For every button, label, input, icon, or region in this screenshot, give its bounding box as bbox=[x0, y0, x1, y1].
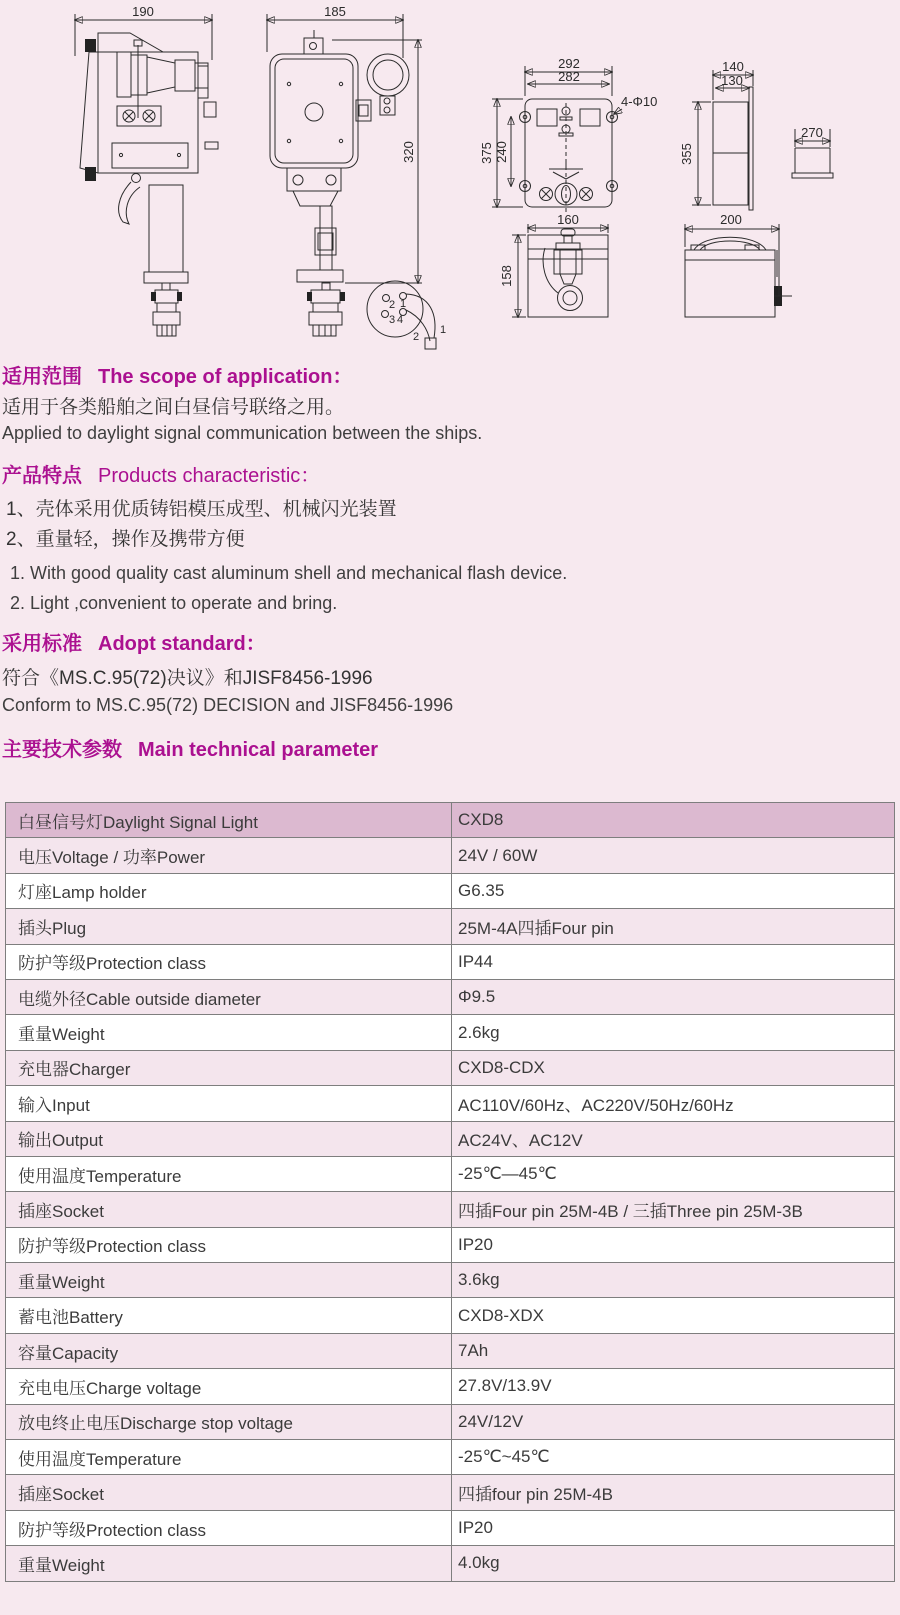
pin-label-4: 4 bbox=[397, 314, 404, 326]
charger-top-part-drawing bbox=[792, 125, 833, 178]
pin-label-3: 3 bbox=[389, 314, 396, 326]
scope-body-zh: 适用于各类船舶之间白昼信号联络之用。 bbox=[2, 397, 345, 418]
heading-zh: 适用范围 bbox=[2, 366, 82, 388]
wire-label-1: 1 bbox=[440, 324, 447, 336]
section-heading-scope bbox=[2, 360, 352, 389]
heading-en: Adopt standard： bbox=[98, 633, 266, 655]
feature-item-2-en: 2. Light ,convenient to operate and bring. bbox=[10, 593, 338, 613]
pin-label-1: 1 bbox=[400, 298, 407, 310]
table-row bbox=[6, 909, 895, 944]
dim-label-4-phi10: 4-Φ10 bbox=[621, 94, 658, 109]
param-label: 重量Weight bbox=[6, 1263, 452, 1298]
table-row bbox=[6, 1156, 895, 1191]
pin-label-2: 2 bbox=[389, 299, 396, 311]
param-value: G6.35 bbox=[452, 873, 895, 908]
param-value: 4.0kg bbox=[452, 1546, 895, 1581]
dim-label-190: 190 bbox=[132, 4, 154, 19]
param-value: -25℃—45℃ bbox=[452, 1156, 895, 1191]
plug-pin-detail-drawing bbox=[367, 281, 446, 349]
param-value: Φ9.5 bbox=[452, 979, 895, 1014]
param-value: 2.6kg bbox=[452, 1015, 895, 1050]
feature-item-1-en: 1. With good quality cast aluminum shell and mechanical flash device. bbox=[10, 563, 568, 583]
table-row bbox=[6, 1015, 895, 1050]
dim-label-282: 282 bbox=[558, 69, 580, 84]
dim-label-158: 158 bbox=[499, 265, 514, 287]
heading-en: Products characteristic： bbox=[98, 465, 321, 487]
table-row bbox=[6, 1121, 895, 1156]
table-row bbox=[6, 1475, 895, 1510]
table-row bbox=[6, 838, 895, 873]
table-row bbox=[6, 1192, 895, 1227]
param-label: 输出Output bbox=[6, 1121, 452, 1156]
param-value: 3.6kg bbox=[452, 1263, 895, 1298]
charger-side-view-drawing bbox=[679, 59, 753, 210]
dim-label-240: 240 bbox=[494, 141, 509, 163]
param-value: 24V/12V bbox=[452, 1404, 895, 1439]
param-label: 插座Socket bbox=[6, 1475, 452, 1510]
table-row bbox=[6, 944, 895, 979]
param-label: 白昼信号灯Daylight Signal Light bbox=[6, 803, 452, 838]
param-label: 重量Weight bbox=[6, 1546, 452, 1581]
param-value: CXD8-XDX bbox=[452, 1298, 895, 1333]
param-value: 四插Four pin 25M-4B / 三插Three pin 25M-3B bbox=[452, 1192, 895, 1227]
table-row bbox=[6, 1227, 895, 1262]
feature-item-2-zh: 2、重量轻，操作及携带方便 bbox=[6, 529, 245, 550]
param-value: AC24V、AC12V bbox=[452, 1121, 895, 1156]
battery-front-view-drawing bbox=[499, 212, 608, 317]
param-value: -25℃~45℃ bbox=[452, 1440, 895, 1475]
param-label: 插头Plug bbox=[6, 909, 452, 944]
dim-label-160: 160 bbox=[557, 212, 579, 227]
lamp-front-view-drawing bbox=[267, 4, 422, 336]
table-row bbox=[6, 1440, 895, 1475]
heading-zh: 采用标准 bbox=[2, 633, 82, 655]
param-value: AC110V/60Hz、AC220V/50Hz/60Hz bbox=[452, 1086, 895, 1121]
lamp-side-view-drawing bbox=[75, 4, 218, 336]
table-row bbox=[6, 1404, 895, 1439]
standard-body-zh: 符合《MS.C.95(72)决议》和JISF8456-1996 bbox=[2, 668, 373, 689]
param-value: IP20 bbox=[452, 1510, 895, 1545]
param-label: 电缆外径Cable outside diameter bbox=[6, 979, 452, 1014]
table-row bbox=[6, 1298, 895, 1333]
heading-en: The scope of application： bbox=[98, 366, 353, 388]
param-value: IP44 bbox=[452, 944, 895, 979]
section-heading-parameters bbox=[2, 733, 378, 762]
param-label: 重量Weight bbox=[6, 1015, 452, 1050]
param-value: 25M-4A四插Four pin bbox=[452, 909, 895, 944]
wire-label-2: 2 bbox=[413, 331, 420, 343]
heading-zh: 主要技术参数 bbox=[2, 739, 122, 761]
table-row bbox=[6, 1263, 895, 1298]
technical-drawings bbox=[0, 0, 900, 355]
table-row bbox=[6, 1369, 895, 1404]
param-label: 充电电压Charge voltage bbox=[6, 1369, 452, 1404]
param-label: 防护等级Protection class bbox=[6, 944, 452, 979]
param-label: 电压Voltage / 功率Power bbox=[6, 838, 452, 873]
param-value: 27.8V/13.9V bbox=[452, 1369, 895, 1404]
table-row bbox=[6, 1510, 895, 1545]
param-label: 充电器Charger bbox=[6, 1050, 452, 1085]
charger-front-panel-drawing bbox=[479, 56, 657, 213]
param-label: 使用温度Temperature bbox=[6, 1156, 452, 1191]
param-label: 使用温度Temperature bbox=[6, 1440, 452, 1475]
dim-label-140: 140 bbox=[722, 59, 744, 74]
param-label: 防护等级Protection class bbox=[6, 1227, 452, 1262]
technical-parameters-table bbox=[5, 802, 895, 1582]
param-value: 四插four pin 25M-4B bbox=[452, 1475, 895, 1510]
dim-label-375: 375 bbox=[479, 142, 494, 164]
table-row bbox=[6, 873, 895, 908]
param-label: 容量Capacity bbox=[6, 1333, 452, 1368]
table-row bbox=[6, 1050, 895, 1085]
param-value: 7Ah bbox=[452, 1333, 895, 1368]
table-row bbox=[6, 1333, 895, 1368]
feature-item-1-zh: 1、壳体采用优质铸铝模压成型、机械闪光装置 bbox=[6, 499, 397, 520]
standard-body-en: Conform to MS.C.95(72) DECISION and JISF8456-1996 bbox=[2, 695, 454, 715]
table-row bbox=[6, 979, 895, 1014]
param-value: IP20 bbox=[452, 1227, 895, 1262]
heading-en: Main technical parameter bbox=[138, 739, 379, 761]
table-row bbox=[6, 803, 895, 838]
scope-body-en: Applied to daylight signal communication between the ships. bbox=[2, 423, 483, 443]
dim-label-270: 270 bbox=[801, 125, 823, 140]
param-value: CXD8 bbox=[452, 803, 895, 838]
table-row bbox=[6, 1086, 895, 1121]
section-heading-features bbox=[2, 459, 320, 488]
table-row bbox=[6, 1546, 895, 1581]
param-label: 蓄电池Battery bbox=[6, 1298, 452, 1333]
param-label: 插座Socket bbox=[6, 1192, 452, 1227]
section-heading-standard bbox=[2, 627, 266, 656]
param-label: 放电终止电压Discharge stop voltage bbox=[6, 1404, 452, 1439]
param-label: 防护等级Protection class bbox=[6, 1510, 452, 1545]
dim-label-185: 185 bbox=[324, 4, 346, 19]
param-value: 24V / 60W bbox=[452, 838, 895, 873]
dim-label-292: 292 bbox=[558, 56, 580, 71]
param-label: 输入Input bbox=[6, 1086, 452, 1121]
dim-label-130: 130 bbox=[721, 73, 743, 88]
param-value: CXD8-CDX bbox=[452, 1050, 895, 1085]
param-label: 灯座Lamp holder bbox=[6, 873, 452, 908]
heading-zh: 产品特点 bbox=[2, 465, 82, 487]
dim-label-320: 320 bbox=[401, 141, 416, 163]
dim-label-200: 200 bbox=[720, 212, 742, 227]
dim-label-355: 355 bbox=[679, 143, 694, 165]
battery-side-view-drawing bbox=[685, 212, 792, 317]
